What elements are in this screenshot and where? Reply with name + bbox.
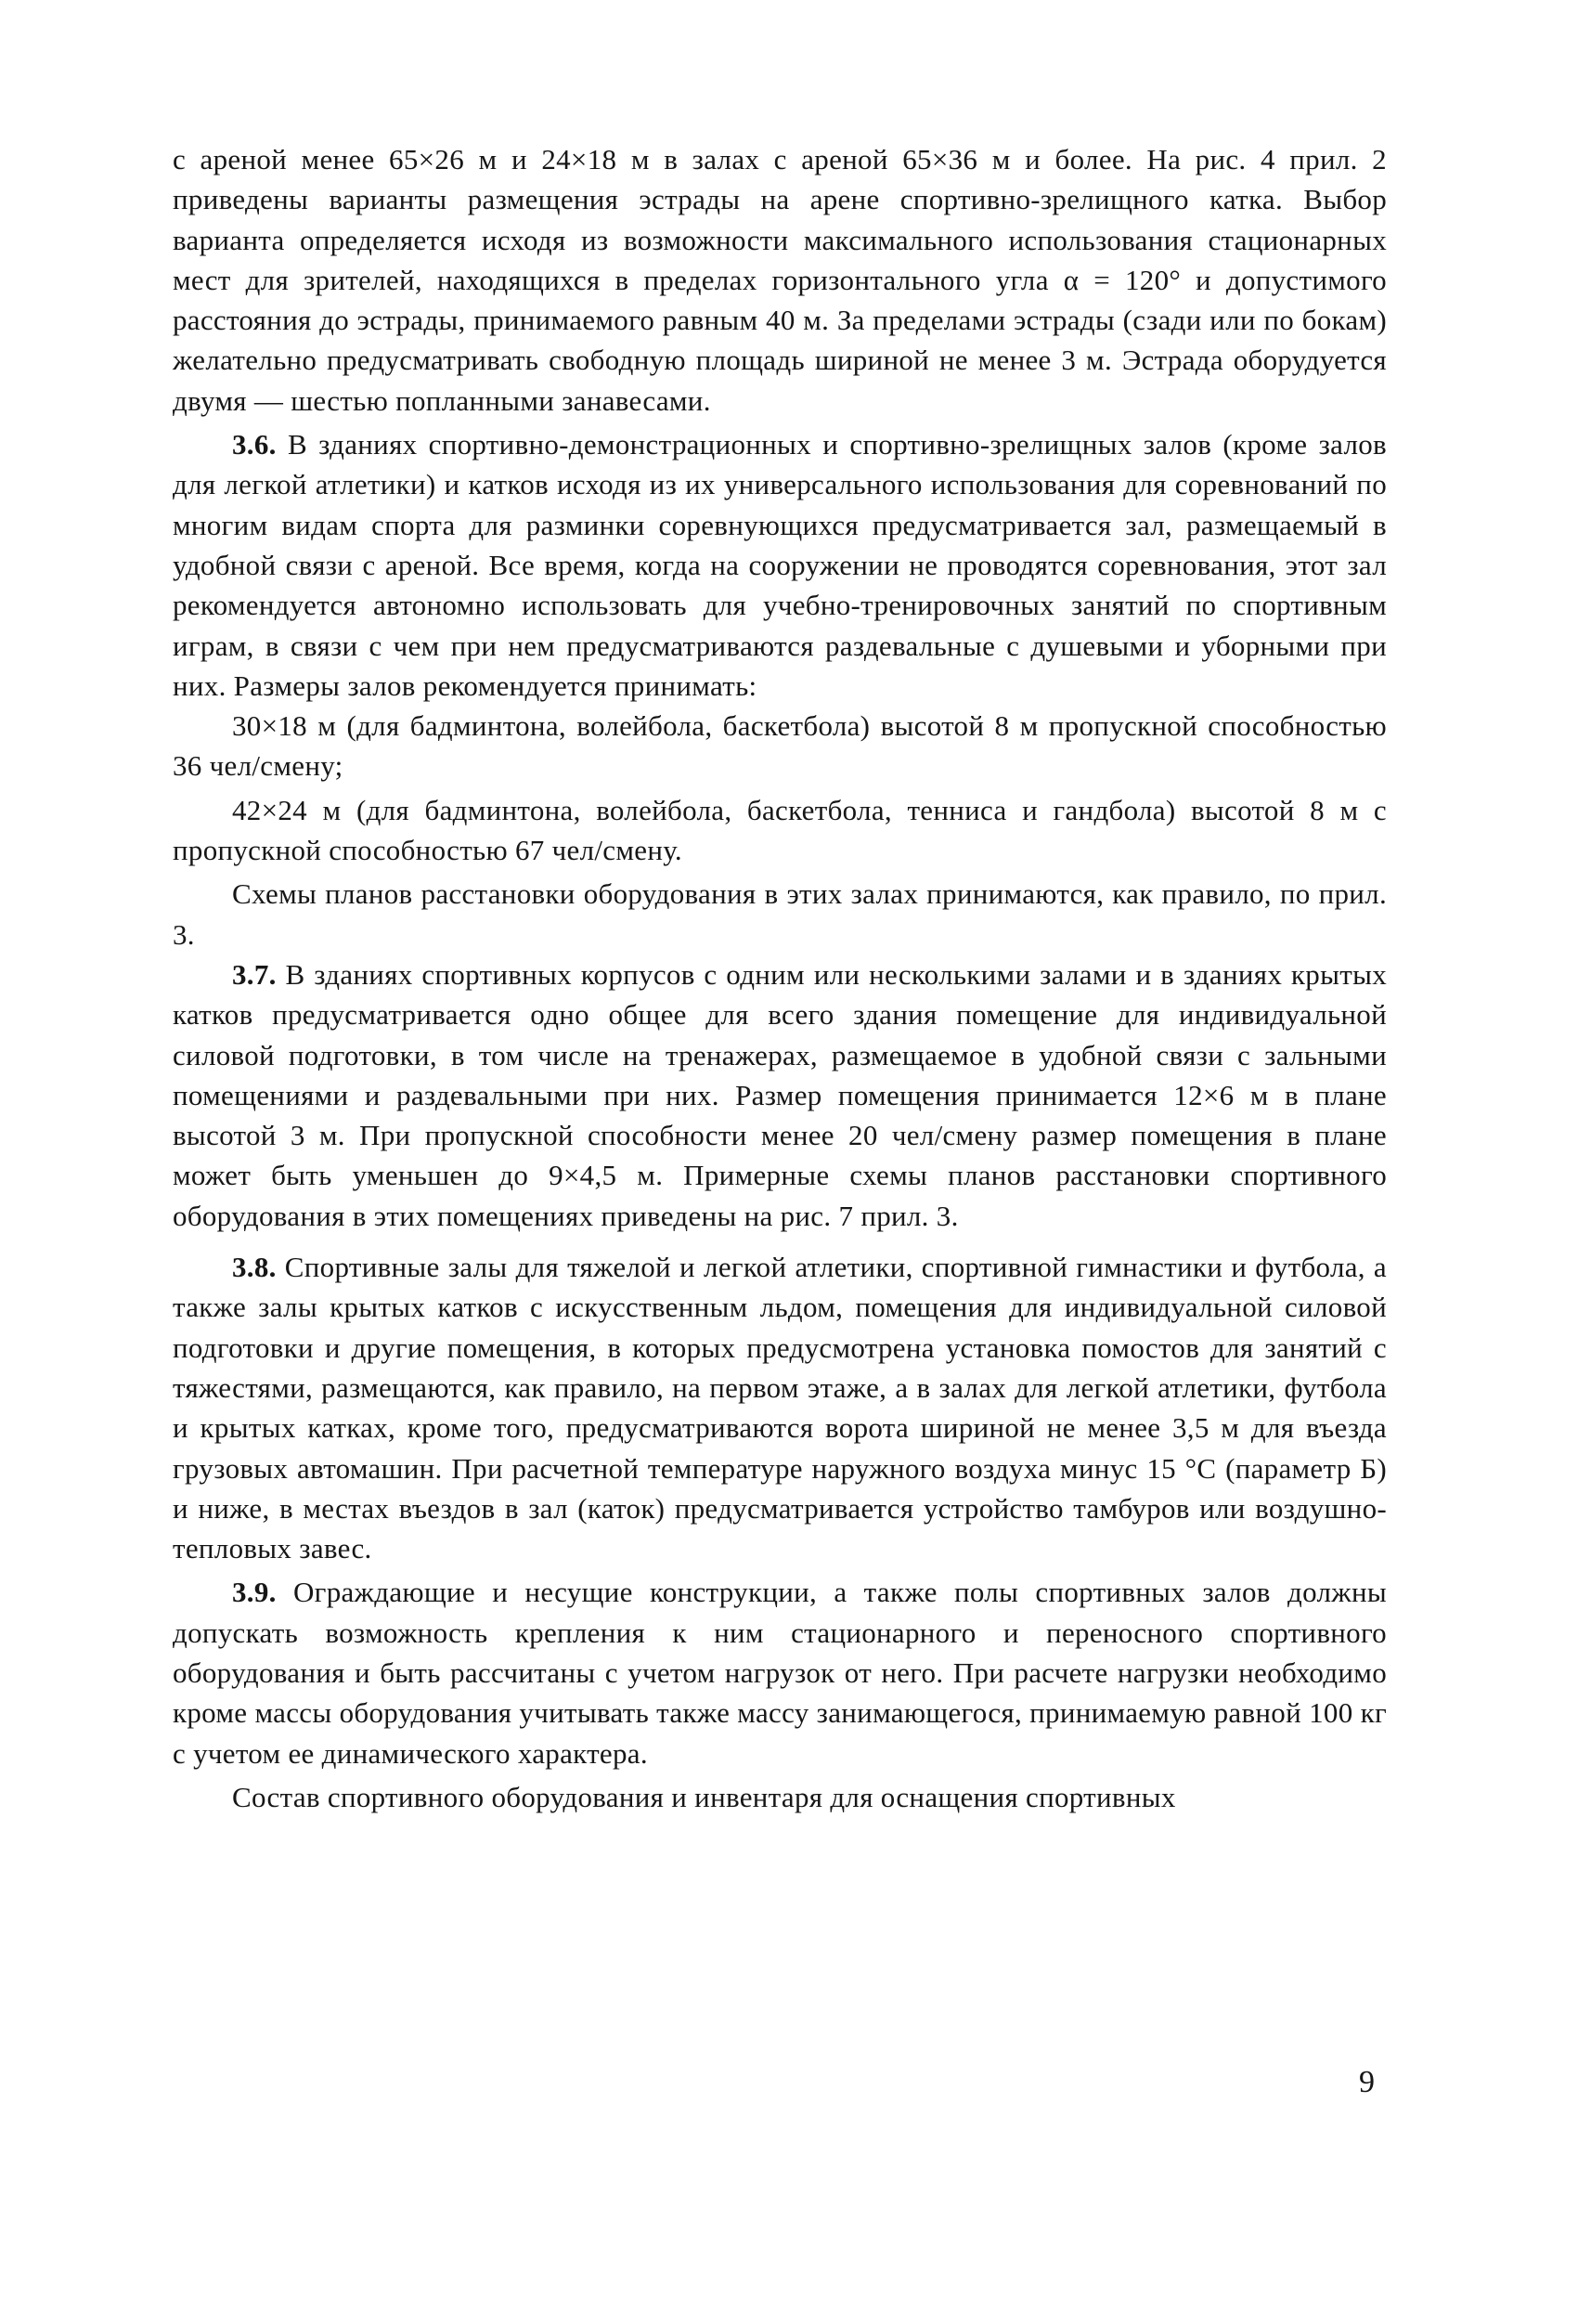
section-text: Спортивные залы для тяжелой и легкой атлетики, спортивной гимнастики и футбола, а также залы крытых катков с искусственным льдом, помещения для индивидуальной силовой подготовки и другие помещения, в которых предусмотрена установка помостов для занятий с тяжестями, размещаются, как правило, на первом этаже, а в залах для легкой атлетики, футбола и крытых катках, кроме того, предусматриваются ворота шириной не менее 3,5 м для въезда грузовых автомашин. При расчетной температуре наружного воздуха минус 15 °С (параметр Б) и ниже, в местах въездов в зал (каток) предусматривается устройство тамбуров или воздушно-тепловых завес. — [173, 1251, 1387, 1565]
section-text: Ограждающие и несущие конструкции, а также полы спортивных залов должны допускать возможность крепления к ним стационарного и переносного спортивного оборудования и быть рассчитаны с учетом нагрузок от него. При расчете нагрузки необходимо кроме массы оборудования учитывать также массу занимающегося, принимаемую равной 100 кг с учетом ее динамического характера. — [173, 1576, 1387, 1770]
section-text: В зданиях спортивных корпусов с одним или несколькими залами и в зданиях крытых катков предусматривается одно общее для всего здания помещение для индивидуальной силовой подготовки, в том числе на тренажерах, размещаемое в удобной связи с зальными помещениями и раздевальными при них. Размер помещения принимается 12×6 м в плане высотой 3 м. При пропускной способности менее 20 чел/смену размер помещения в плане может быть уменьшен до 9×4,5 м. Примерные схемы планов расстановки спортивного оборудования в этих помещениях приведены на рис. 7 прил. 3. — [173, 957, 1387, 1232]
page-body — [173, 139, 1387, 1817]
section-3-6-tail: Схемы планов расстановки оборудования в этих залах принимаются, как правило, по прил. 3. — [173, 877, 1387, 951]
section-number: 3.7. — [232, 957, 277, 991]
hall-size-item-1: 30×18 м (для бадминтона, волейбола, баскетбола) высотой 8 м пропускной способностью 36 чел/смену; — [173, 709, 1387, 783]
section-number: 3.8. — [232, 1251, 277, 1284]
section-text: В зданиях спортивно-демонстрационных и спортивно-зрелищных залов (кроме залов для легкой атлетики) и катков исходя из их универсального использования для соревнований по многим видам спорта для разминки соревнующихся предусматривается зал, размещаемый в удобной связи с ареной. Все время, когда на сооружении не проводятся соревнования, этот зал рекомендуется автономно использовать для учебно-тренировочных занятий по спортивным играм, в связи с чем при нем предусматриваются раздевальные с душевыми и уборными при них. Размеры залов рекомендуется принимать: — [173, 428, 1387, 702]
paragraph-last: Состав спортивного оборудования и инвентаря для оснащения спортивных — [232, 1780, 1176, 1813]
section-3-9 — [173, 1572, 1387, 1772]
section-3-8 — [173, 1247, 1387, 1568]
section-number: 3.6. — [232, 428, 277, 461]
section-number: 3.9. — [232, 1576, 277, 1609]
paragraph-continuation: с ареной менее 65×26 м и 24×18 м в залах с ареной 65×36 м и более. На рис. 4 прил. 2 приведены варианты размещения эстрады на арене спортивно-зрелищного катка. Выбор варианта определяется исходя из возможности максимального использования стационарных мест для зрителей, находящихся в пределах горизонтального угла α = 120° и допустимого расстояния до эстрады, принимаемого равным 40 м. За пределами эстрады (сзади или по бокам) желательно предусматривать свободную площадь шириной не менее 3 м. Эстрада оборудуется двумя — шестью попланными занавесами. — [173, 143, 1387, 417]
hall-size-item-2: 42×24 м (для бадминтона, волейбола, баскетбола, тенниса и гандбола) высотой 8 м с пропускной способностью 67 чел/смену. — [173, 793, 1387, 867]
section-3-6 — [173, 424, 1387, 706]
page-number: 9 — [1359, 2065, 1375, 2099]
section-3-7 — [173, 954, 1387, 1236]
